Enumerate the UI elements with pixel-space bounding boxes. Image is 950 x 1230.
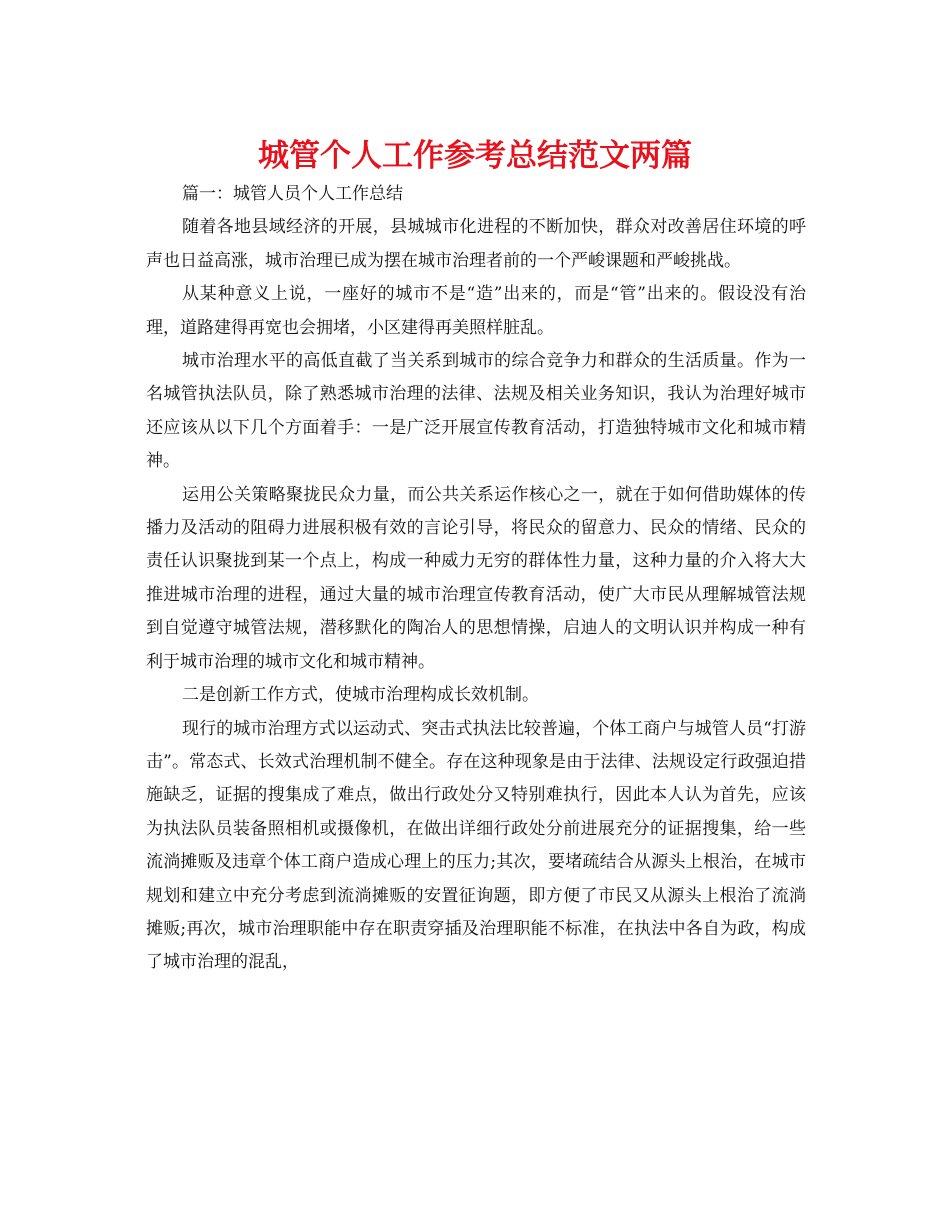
body-paragraph: 二是创新工作方式，使城市治理构成长效机制。 xyxy=(182,685,539,706)
document-body xyxy=(146,178,806,980)
body-paragraph: 从某种意义上说，一座好的城市不是“造”出来的，而是“管”出来的。假设没有治理，道路建得再宽也会拥堵，小区建得再美照样脏乱。 xyxy=(146,284,806,338)
body-paragraph: 随着各地县域经济的开展，县城城市化进程的不断加快，群众对改善居住环境的呼声也日益高涨，城市治理已成为摆在城市治理者前的一个严峻课题和严峻挑战。 xyxy=(146,217,806,271)
section-heading: 篇一：城管人员个人工作总结 xyxy=(182,184,403,204)
document-title: 城管个人工作参考总结范文两篇 xyxy=(258,138,692,174)
body-paragraph: 城市治理水平的高低直截了当关系到城市的综合竞争力和群众的生活质量。作为一名城管执法队员，除了熟悉城市治理的法律、法规及相关业务知识，我认为治理好城市还应该从以下几个方面着手：一是广泛开展宣传教育活动，打造独特城市文化和城市精神。 xyxy=(146,351,806,472)
body-paragraph: 现行的城市治理方式以运动式、突击式执法比较普遍，个体工商户与城管人员“打游击”。常态式、长效式治理机制不健全。存在这种现象是由于法律、法规设定行政强迫措施缺乏，证据的搜集成了难点，做出行政处分又特别难执行，因此本人认为首先，应该为执法队员装备照相机或摄像机，在做出详细行政处分前进展充分的证据搜集，给一些流淌摊贩及违章个体工商户造成心理上的压力;其次，要堵疏结合从源头上根治，在城市规划和建立中充分考虑到流淌摊贩的安置征询题，即方便了市民又从源头上根治了流淌摊贩;再次，城市治理职能中存在职责穿插及治理职能不标准，在执法中各自为政，构成了城市治理的混乱， xyxy=(146,718,806,973)
body-paragraph: 运用公关策略聚拢民众力量，而公共关系运作核心之一，就在于如何借助媒体的传播力及活动的阻碍力进展积极有效的言论引导，将民众的留意力、民众的情绪、民众的责任认识聚拢到某一个点上，构成一种威力无穷的群体性力量，这种力量的介入将大大推进城市治理的进程，通过大量的城市治理宣传教育活动，使广大市民从理解城管法规到自觉遵守城管法规，潜移默化的陶冶人的思想情操，启迪人的文明认识并构成一种有利于城市治理的城市文化和城市精神。 xyxy=(146,484,806,672)
